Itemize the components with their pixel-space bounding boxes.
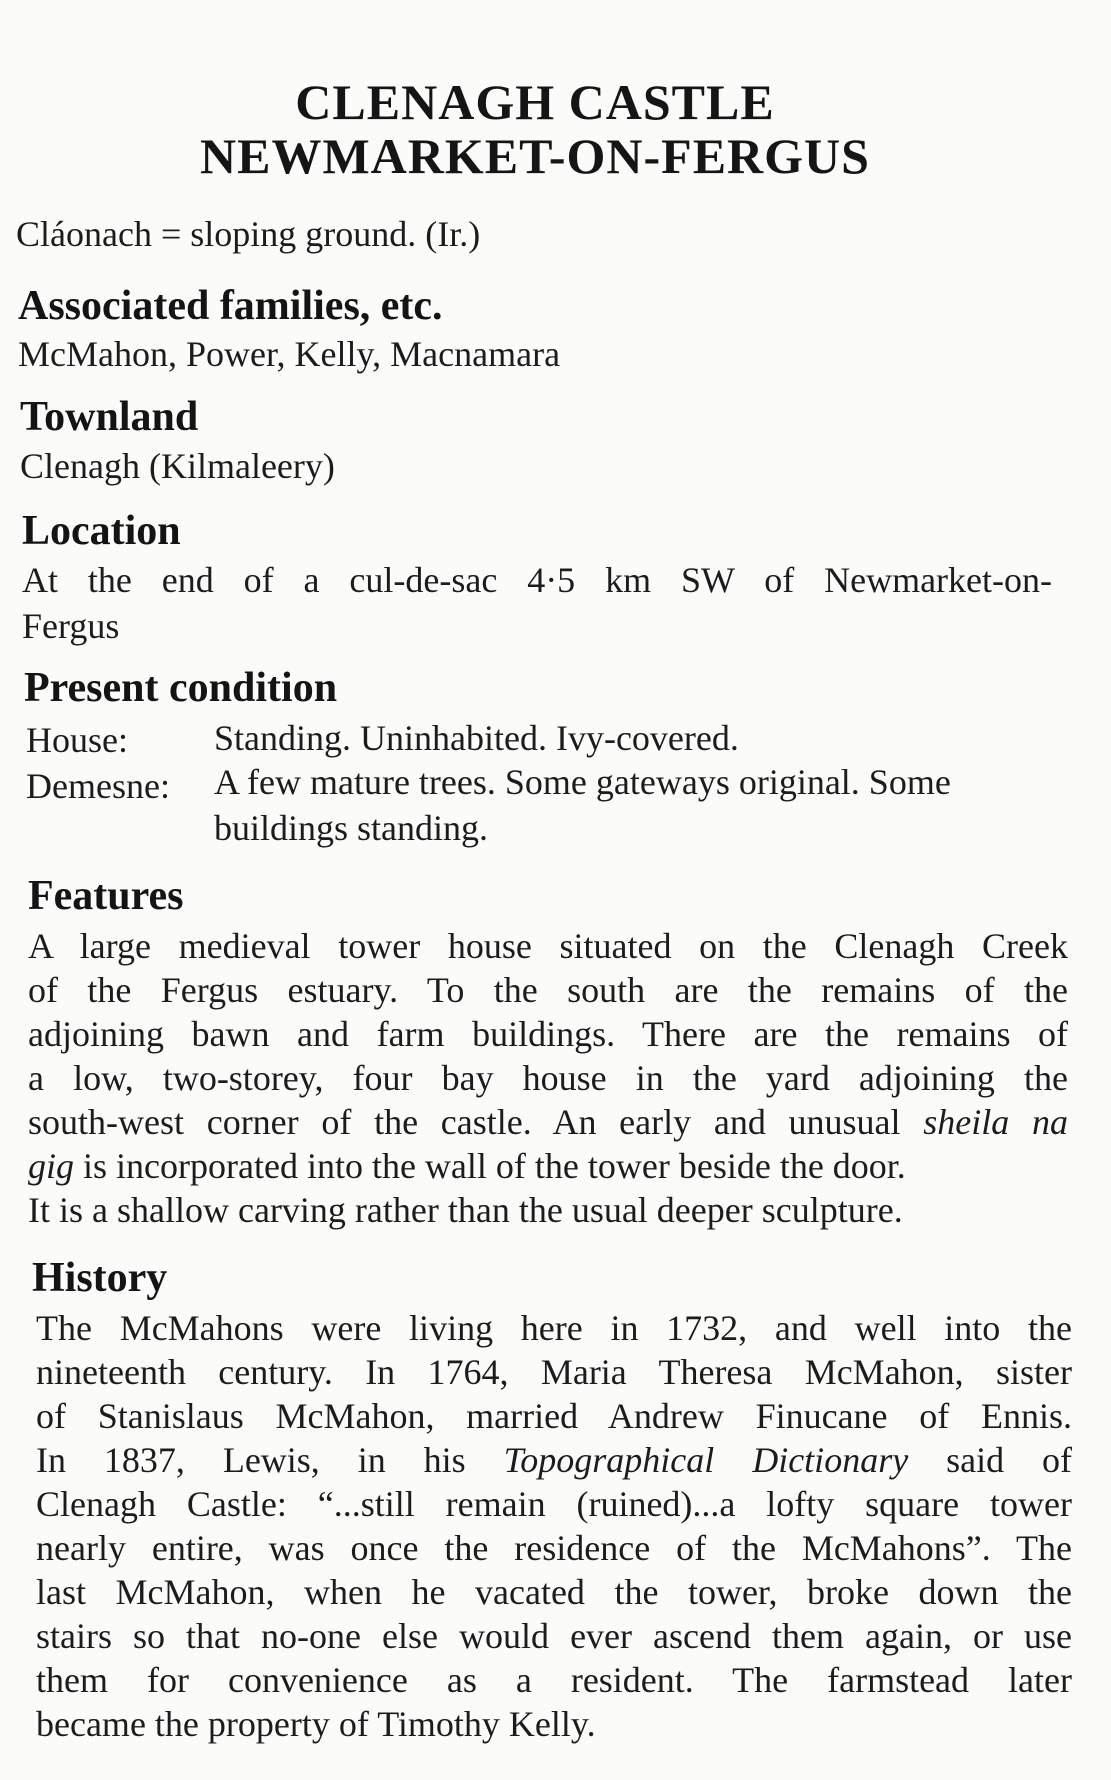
history-text: In 1837, Lewis, in his [36, 1440, 466, 1480]
demesne-line-2: buildings standing. [214, 808, 489, 848]
features-line: of the Fergus estuary. To the south are the remains of the [28, 970, 1068, 1010]
history-line: Clenagh Castle: “...still remain (ruined)...a lofty square tower [36, 1484, 1072, 1524]
history-line: nineteenth century. In 1764, Maria Theresa McMahon, sister [36, 1352, 1072, 1392]
features-line: It is a shallow carving rather than the usual deeper sculpture. [28, 1190, 903, 1230]
history-heading: History [32, 1255, 168, 1301]
townland-text: Clenagh (Kilmaleery) [20, 446, 335, 486]
history-line: stairs so that no-one else would ever ascend them again, or use [36, 1616, 1072, 1656]
features-heading: Features [28, 873, 184, 919]
house-label: House: [26, 720, 128, 760]
history-line: last McMahon, when he vacated the tower, broke down the [36, 1572, 1072, 1612]
families-text: McMahon, Power, Kelly, Macnamara [18, 334, 561, 374]
history-text: said of [908, 1440, 1073, 1480]
history-paragraph [36, 1306, 1072, 1746]
location-heading: Location [22, 508, 181, 554]
history-line: became the property of Timothy Kelly. [36, 1704, 596, 1744]
page-title-line-2: NEWMARKET-ON-FERGUS [200, 128, 870, 184]
demesne-label: Demesne: [26, 766, 170, 806]
features-line: A large medieval tower house situated on the Clenagh Creek [28, 926, 1068, 966]
features-text: south-west corner of the castle. An early and unusual [28, 1102, 901, 1142]
history-line [36, 1438, 1072, 1482]
history-italic-title: Topographical Dictionary [503, 1440, 909, 1480]
house-text: Standing. Uninhabited. Ivy-covered. [214, 718, 739, 758]
features-paragraph [28, 924, 1068, 1232]
history-line: nearly entire, was once the residence of the McMahons”. The [36, 1528, 1072, 1568]
history-line: The McMahons were living here in 1732, and well into the [36, 1308, 1072, 1348]
features-line [28, 1100, 1068, 1144]
features-italic-term: gig [28, 1146, 75, 1186]
condition-heading: Present condition [24, 665, 338, 711]
location-line-1: At the end of a cul-de-sac 4·5 km SW of Newmarket-on- [22, 560, 1052, 600]
history-line: them for convenience as a resident. The farmstead later [36, 1660, 1072, 1700]
features-text: is incorporated into the wall of the tower beside the door. [74, 1146, 906, 1186]
demesne-line-1: A few mature trees. Some gateways original. Some [214, 762, 951, 802]
features-line [28, 1144, 1068, 1188]
features-line: a low, two-storey, four bay house in the yard adjoining the [28, 1058, 1068, 1098]
location-line-2: Fergus [22, 606, 120, 646]
families-heading: Associated families, etc. [18, 283, 443, 329]
townland-heading: Townland [20, 394, 199, 440]
etymology-text: Cláonach = sloping ground. (Ir.) [16, 214, 481, 254]
features-line: adjoining bawn and farm buildings. There are the remains of [28, 1014, 1068, 1054]
page-title-line-1: CLENAGH CASTLE [295, 74, 775, 130]
features-italic-term: sheila na [923, 1102, 1068, 1142]
history-line: of Stanislaus McMahon, married Andrew Finucane of Ennis. [36, 1396, 1072, 1436]
